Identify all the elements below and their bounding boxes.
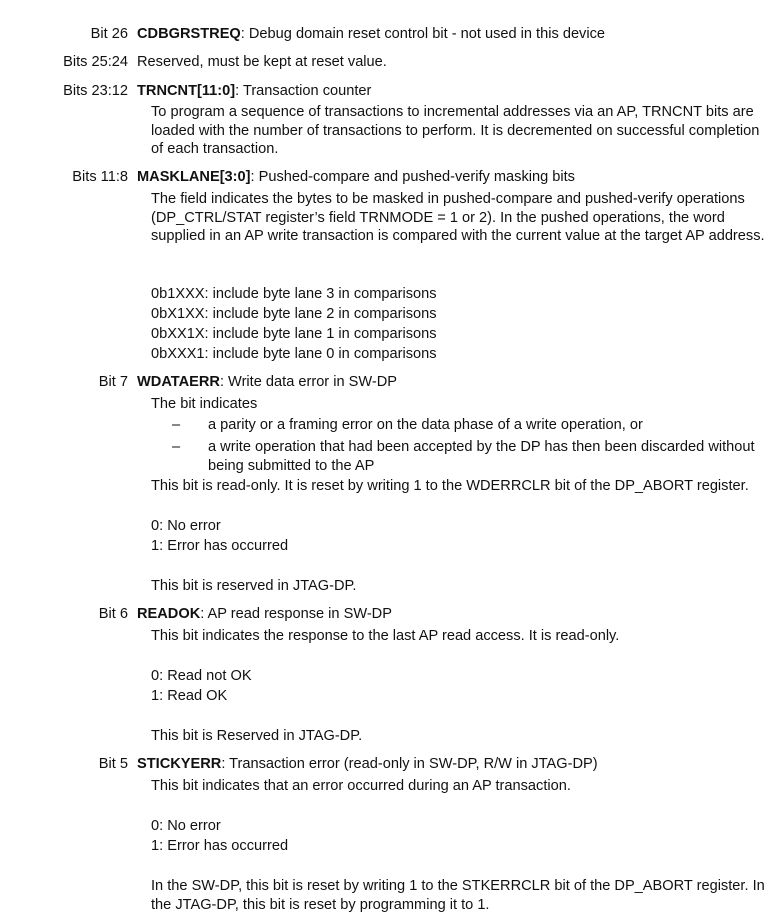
field-heading bbox=[137, 372, 397, 392]
bit-position: Bit 7 bbox=[98, 374, 128, 390]
value-line: 0: Read not OK bbox=[151, 668, 252, 684]
field-description: The bit indicates bbox=[151, 396, 258, 412]
field-heading bbox=[137, 81, 371, 101]
field-description: To program a sequence of transactions to incremental addresses via an AP, TRNCNT bits are loaded with the number of transactions to perform. It is decremented on successful completion of each transaction. bbox=[151, 104, 760, 158]
field-note: This bit is Reserved in JTAG-DP. bbox=[151, 728, 363, 744]
value-line: 1: Error has occurred bbox=[151, 538, 289, 554]
field-description: This bit is read-only. It is reset by writing 1 to the WDERRCLR bit of the DP_ABORT register. bbox=[151, 478, 749, 494]
value-line: 0bXXX1: include byte lane 0 in comparisons bbox=[151, 346, 437, 362]
field-summary: : AP read response in SW-DP bbox=[200, 606, 392, 622]
field-heading bbox=[137, 604, 392, 624]
bullet-item: a parity or a framing error on the data phase of a write operation, or bbox=[208, 417, 643, 433]
value-line: 0: No error bbox=[151, 518, 221, 534]
field-name: READOK bbox=[137, 606, 201, 622]
field-name: CDBGRSTREQ bbox=[137, 26, 241, 42]
bullet-item: a write operation that had been accepted by the DP has then been discarded without being submitted to the AP bbox=[208, 439, 755, 474]
field-name: STICKYERR bbox=[137, 756, 222, 772]
field-note: This bit is reserved in JTAG-DP. bbox=[151, 578, 357, 594]
field-description: This bit indicates the response to the last AP read access. It is read-only. bbox=[151, 628, 620, 644]
field-name: TRNCNT[11:0] bbox=[137, 83, 236, 99]
value-line: 1: Error has occurred bbox=[151, 838, 289, 854]
bullet-dash: – bbox=[172, 417, 181, 433]
bit-position: Bit 26 bbox=[90, 26, 128, 42]
value-line: 0bX1XX: include byte lane 2 in comparisons bbox=[151, 306, 437, 322]
field-summary: Reserved, must be kept at reset value. bbox=[137, 54, 387, 70]
field-heading bbox=[137, 167, 575, 187]
field-summary: : Write data error in SW-DP bbox=[219, 374, 398, 390]
field-heading bbox=[137, 754, 598, 774]
field-name: MASKLANE[3:0] bbox=[137, 169, 251, 185]
field-summary: : Pushed-compare and pushed-verify masking bits bbox=[250, 169, 575, 185]
field-summary: : Transaction error (read-only in SW-DP, R/W in JTAG-DP) bbox=[221, 756, 598, 772]
bit-position: Bits 23:12 bbox=[63, 83, 128, 99]
bullet-dash: – bbox=[172, 439, 181, 455]
value-line: 1: Read OK bbox=[151, 688, 228, 704]
bit-position: Bit 6 bbox=[98, 606, 128, 622]
field-description: The field indicates the bytes to be masked in pushed-compare and pushed-verify operations (DP_CTRL/STAT register’s field TRNMODE = 1 or 2). In the pushed operations, the word supplied in an AP write transaction is compared with the current value at the target AP address. bbox=[151, 191, 765, 245]
field-note: In the SW-DP, this bit is reset by writing 1 to the STKERRCLR bit of the DP_ABORT register. In the JTAG-DP, this bit is reset by programming it to 1. bbox=[151, 878, 765, 913]
field-heading bbox=[137, 24, 605, 44]
bit-position: Bits 25:24 bbox=[63, 54, 128, 70]
bit-position: Bit 5 bbox=[98, 756, 128, 772]
field-name: WDATAERR bbox=[137, 374, 220, 390]
field-description: This bit indicates that an error occurred during an AP transaction. bbox=[151, 778, 571, 794]
field-summary: : Transaction counter bbox=[235, 83, 372, 99]
value-line: 0b1XXX: include byte lane 3 in comparisons bbox=[151, 286, 437, 302]
field-summary: : Debug domain reset control bit - not used in this device bbox=[240, 26, 606, 42]
value-line: 0bXX1X: include byte lane 1 in comparisons bbox=[151, 326, 437, 342]
bit-position: Bits 11:8 bbox=[72, 169, 128, 185]
value-line: 0: No error bbox=[151, 818, 221, 834]
